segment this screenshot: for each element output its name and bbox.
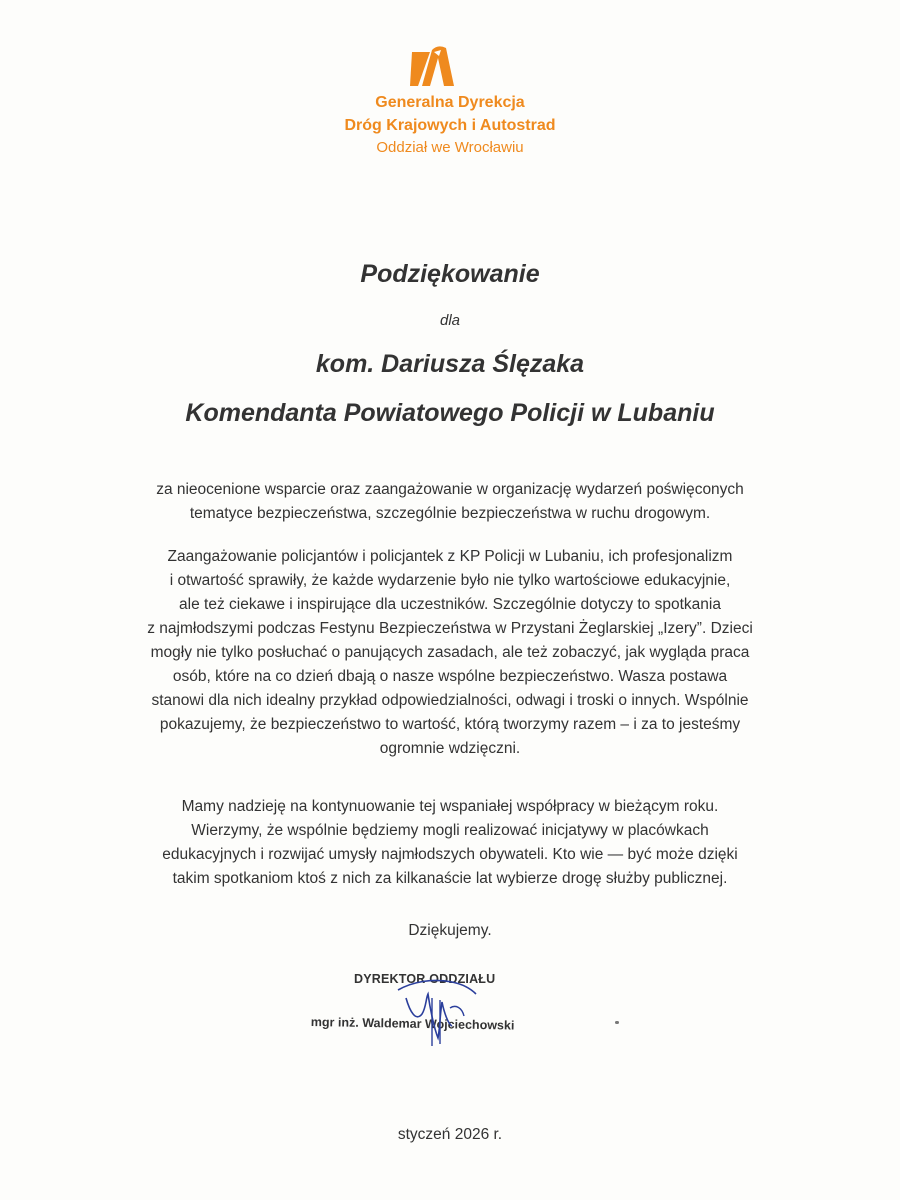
paragraph-1 <box>90 478 810 526</box>
paragraph-line: mogły nie tylko posłuchać o panujących zasadach, ale też zobaczyć, jak wygląda praca <box>150 644 750 661</box>
org-branch: Oddział we Wrocławiu <box>376 139 524 156</box>
recipient-name: kom. Dariusza Ślęzaka <box>315 350 585 378</box>
paragraph-line: ale też ciekawe i inspirujące dla uczestników. Szczególnie dotyczy to spotkania <box>179 596 721 613</box>
signatory-title: DYREKTOR ODDZIAŁU <box>354 972 496 986</box>
paper-speck <box>615 1021 619 1024</box>
paragraph-line: tematyce bezpieczeństwa, szczególnie bezpieczeństwa w ruchu drogowym. <box>189 505 711 522</box>
paragraph-line: stanowi dla nich idealny przykład odpowiedzialności, odwagi i troski o innych. Wspólnie <box>151 692 749 709</box>
org-name-line2: Dróg Krajowych i Autostrad <box>344 117 556 134</box>
handwritten-signature-icon <box>392 968 482 1048</box>
document-title: Podziękowanie <box>360 260 540 288</box>
for-label: dla <box>439 312 461 329</box>
paragraph-line: Zaangażowanie policjantów i policjantek z KP Policji w Lubaniu, ich profesjonalizm <box>167 548 733 565</box>
paragraph-2 <box>90 545 810 761</box>
paragraph-line: za nieocenione wsparcie oraz zaangażowanie w organizację wydarzeń poświęconych <box>156 481 744 498</box>
paragraph-line: Mamy nadzieję na kontynuowanie tej wspaniałej współpracy w bieżącym roku. <box>181 798 719 815</box>
paragraph-line: Wierzymy, że wspólnie będziemy mogli realizować inicjatywy w placówkach <box>191 822 709 839</box>
document-date: styczeń 2026 r. <box>397 1126 503 1143</box>
paragraph-line: i otwartość sprawiły, że każde wydarzenie było nie tylko wartościowe edukacyjnie, <box>169 572 731 589</box>
paragraph-line: z najmłodszymi podczas Festynu Bezpieczeństwa w Przystani Żeglarskiej „Izery”. Dzieci <box>147 620 753 637</box>
paragraph-line: ogromnie wdzięczni. <box>379 740 521 757</box>
closing-thanks: Dziękujemy. <box>408 922 492 939</box>
recipient-role: Komendanta Powiatowego Policji w Lubaniu <box>185 399 715 427</box>
paragraph-3 <box>90 795 810 891</box>
paragraph-line: edukacyjnych i rozwijać umysły najmłodszych obywateli. Kto wie — być może dzięki <box>162 846 738 863</box>
paragraph-line: takim spotkaniom ktoś z nich za kilkanaście lat wybierze drogę służby publicznej. <box>172 870 728 887</box>
signatory-name: mgr inż. Waldemar Wojciechowski <box>310 1015 515 1033</box>
paragraph-line: osób, które na co dzień dbają o nasze wspólne bezpieczeństwo. Wasza postawa <box>172 668 728 685</box>
org-name-line1: Generalna Dyrekcja <box>375 94 525 111</box>
paragraph-line: pokazujemy, że bezpieczeństwo to wartość, którą tworzymy razem – i za to jesteśmy <box>159 716 741 733</box>
gddkia-logo-icon <box>408 44 456 88</box>
